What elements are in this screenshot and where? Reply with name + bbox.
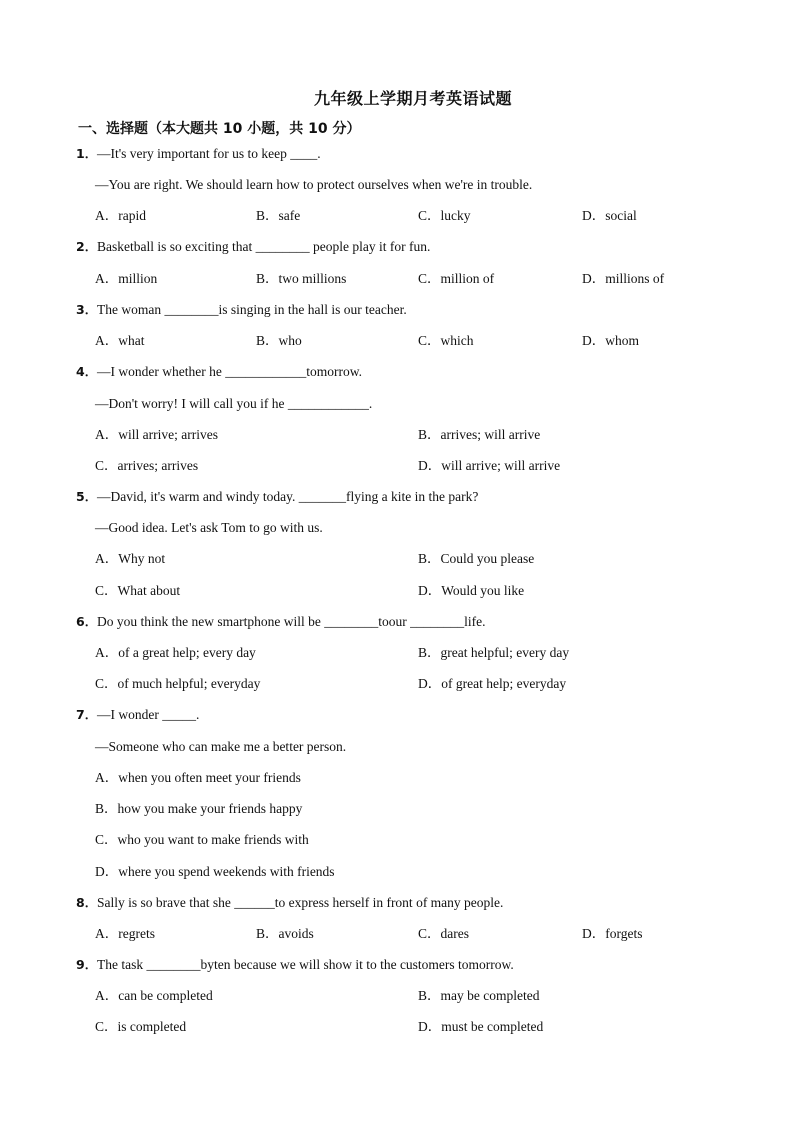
question-number: 1． xyxy=(76,146,98,161)
question-number: 2． xyxy=(76,239,98,254)
question-stem: —I wonder whether he ____________tomorrow. xyxy=(97,364,362,379)
option-b: B．arrives; will arrive xyxy=(418,427,541,442)
question-stem: Do you think the new smartphone will be ________toour ________life. xyxy=(97,614,486,629)
option-d: D．Would you like xyxy=(418,583,525,598)
option-a: A．of a great help; every day xyxy=(95,645,256,660)
option-c: C．who you want to make friends with xyxy=(95,832,309,847)
option-c: C．What about xyxy=(95,583,181,598)
option-d: D．forgets xyxy=(582,926,643,941)
option-a: A．regrets xyxy=(95,926,155,941)
question-stem: Sally is so brave that she ______to express herself in front of many people. xyxy=(97,895,504,910)
option-a: A．million xyxy=(95,271,158,286)
question-number: 7． xyxy=(76,707,98,722)
option-c: C．arrives; arrives xyxy=(95,458,199,473)
option-b: B．safe xyxy=(256,208,301,223)
option-d: D．social xyxy=(582,208,637,223)
question-stem: The woman ________is singing in the hall is our teacher. xyxy=(97,302,407,317)
option-c: C．of much helpful; everyday xyxy=(95,676,261,691)
question-dialogue: —Someone who can make me a better person. xyxy=(95,739,347,754)
option-c: C．which xyxy=(418,333,474,348)
option-b: B．Could you please xyxy=(418,551,535,566)
option-a: A．rapid xyxy=(95,208,146,223)
option-d: D．millions of xyxy=(582,271,665,286)
question-number: 5． xyxy=(76,489,98,504)
question-dialogue: —Good idea. Let's ask Tom to go with us. xyxy=(95,520,323,535)
question-stem: Basketball is so exciting that ________ people play it for fun. xyxy=(97,239,431,254)
question-stem: —David, it's warm and windy today. _______flying a kite in the park? xyxy=(97,489,479,504)
option-b: B．who xyxy=(256,333,302,348)
question-dialogue: —Don't worry! I will call you if he ____________. xyxy=(95,396,373,411)
question-number: 3． xyxy=(76,302,98,317)
option-c: C．lucky xyxy=(418,208,471,223)
option-c: C．is completed xyxy=(95,1019,187,1034)
option-b: B．may be completed xyxy=(418,988,540,1003)
option-d: D．must be completed xyxy=(418,1019,544,1034)
page-title: 九年级上学期月考英语试题 xyxy=(313,89,512,108)
option-b: B．avoids xyxy=(256,926,314,941)
question-stem: —It's very important for us to keep ____. xyxy=(97,146,321,161)
option-d: D．will arrive; will arrive xyxy=(418,458,561,473)
option-d: D．where you spend weekends with friends xyxy=(95,864,335,879)
option-d: D．whom xyxy=(582,333,639,348)
option-a: A．what xyxy=(95,333,145,348)
question-stem: The task ________byten because we will show it to the customers tomorrow. xyxy=(97,957,514,972)
question-number: 9． xyxy=(76,957,98,972)
question-number: 6． xyxy=(76,614,98,629)
option-a: A．will arrive; arrives xyxy=(95,427,218,442)
question-dialogue: —You are right. We should learn how to protect ourselves when we're in trouble. xyxy=(95,177,533,192)
option-b: B．how you make your friends happy xyxy=(95,801,303,816)
section-heading: 一、选择题（本大题共 10 小题，共 10 分） xyxy=(78,121,361,137)
option-a: A．Why not xyxy=(95,551,166,566)
question-number: 8． xyxy=(76,895,98,910)
option-d: D．of great help; everyday xyxy=(418,676,567,691)
option-c: C．dares xyxy=(418,926,469,941)
option-b: B．two millions xyxy=(256,271,347,286)
option-c: C．million of xyxy=(418,271,495,286)
question-number: 4． xyxy=(76,364,98,379)
question-stem: —I wonder _____. xyxy=(97,707,200,722)
option-a: A．when you often meet your friends xyxy=(95,770,301,785)
option-a: A．can be completed xyxy=(95,988,213,1003)
option-b: B．great helpful; every day xyxy=(418,645,570,660)
